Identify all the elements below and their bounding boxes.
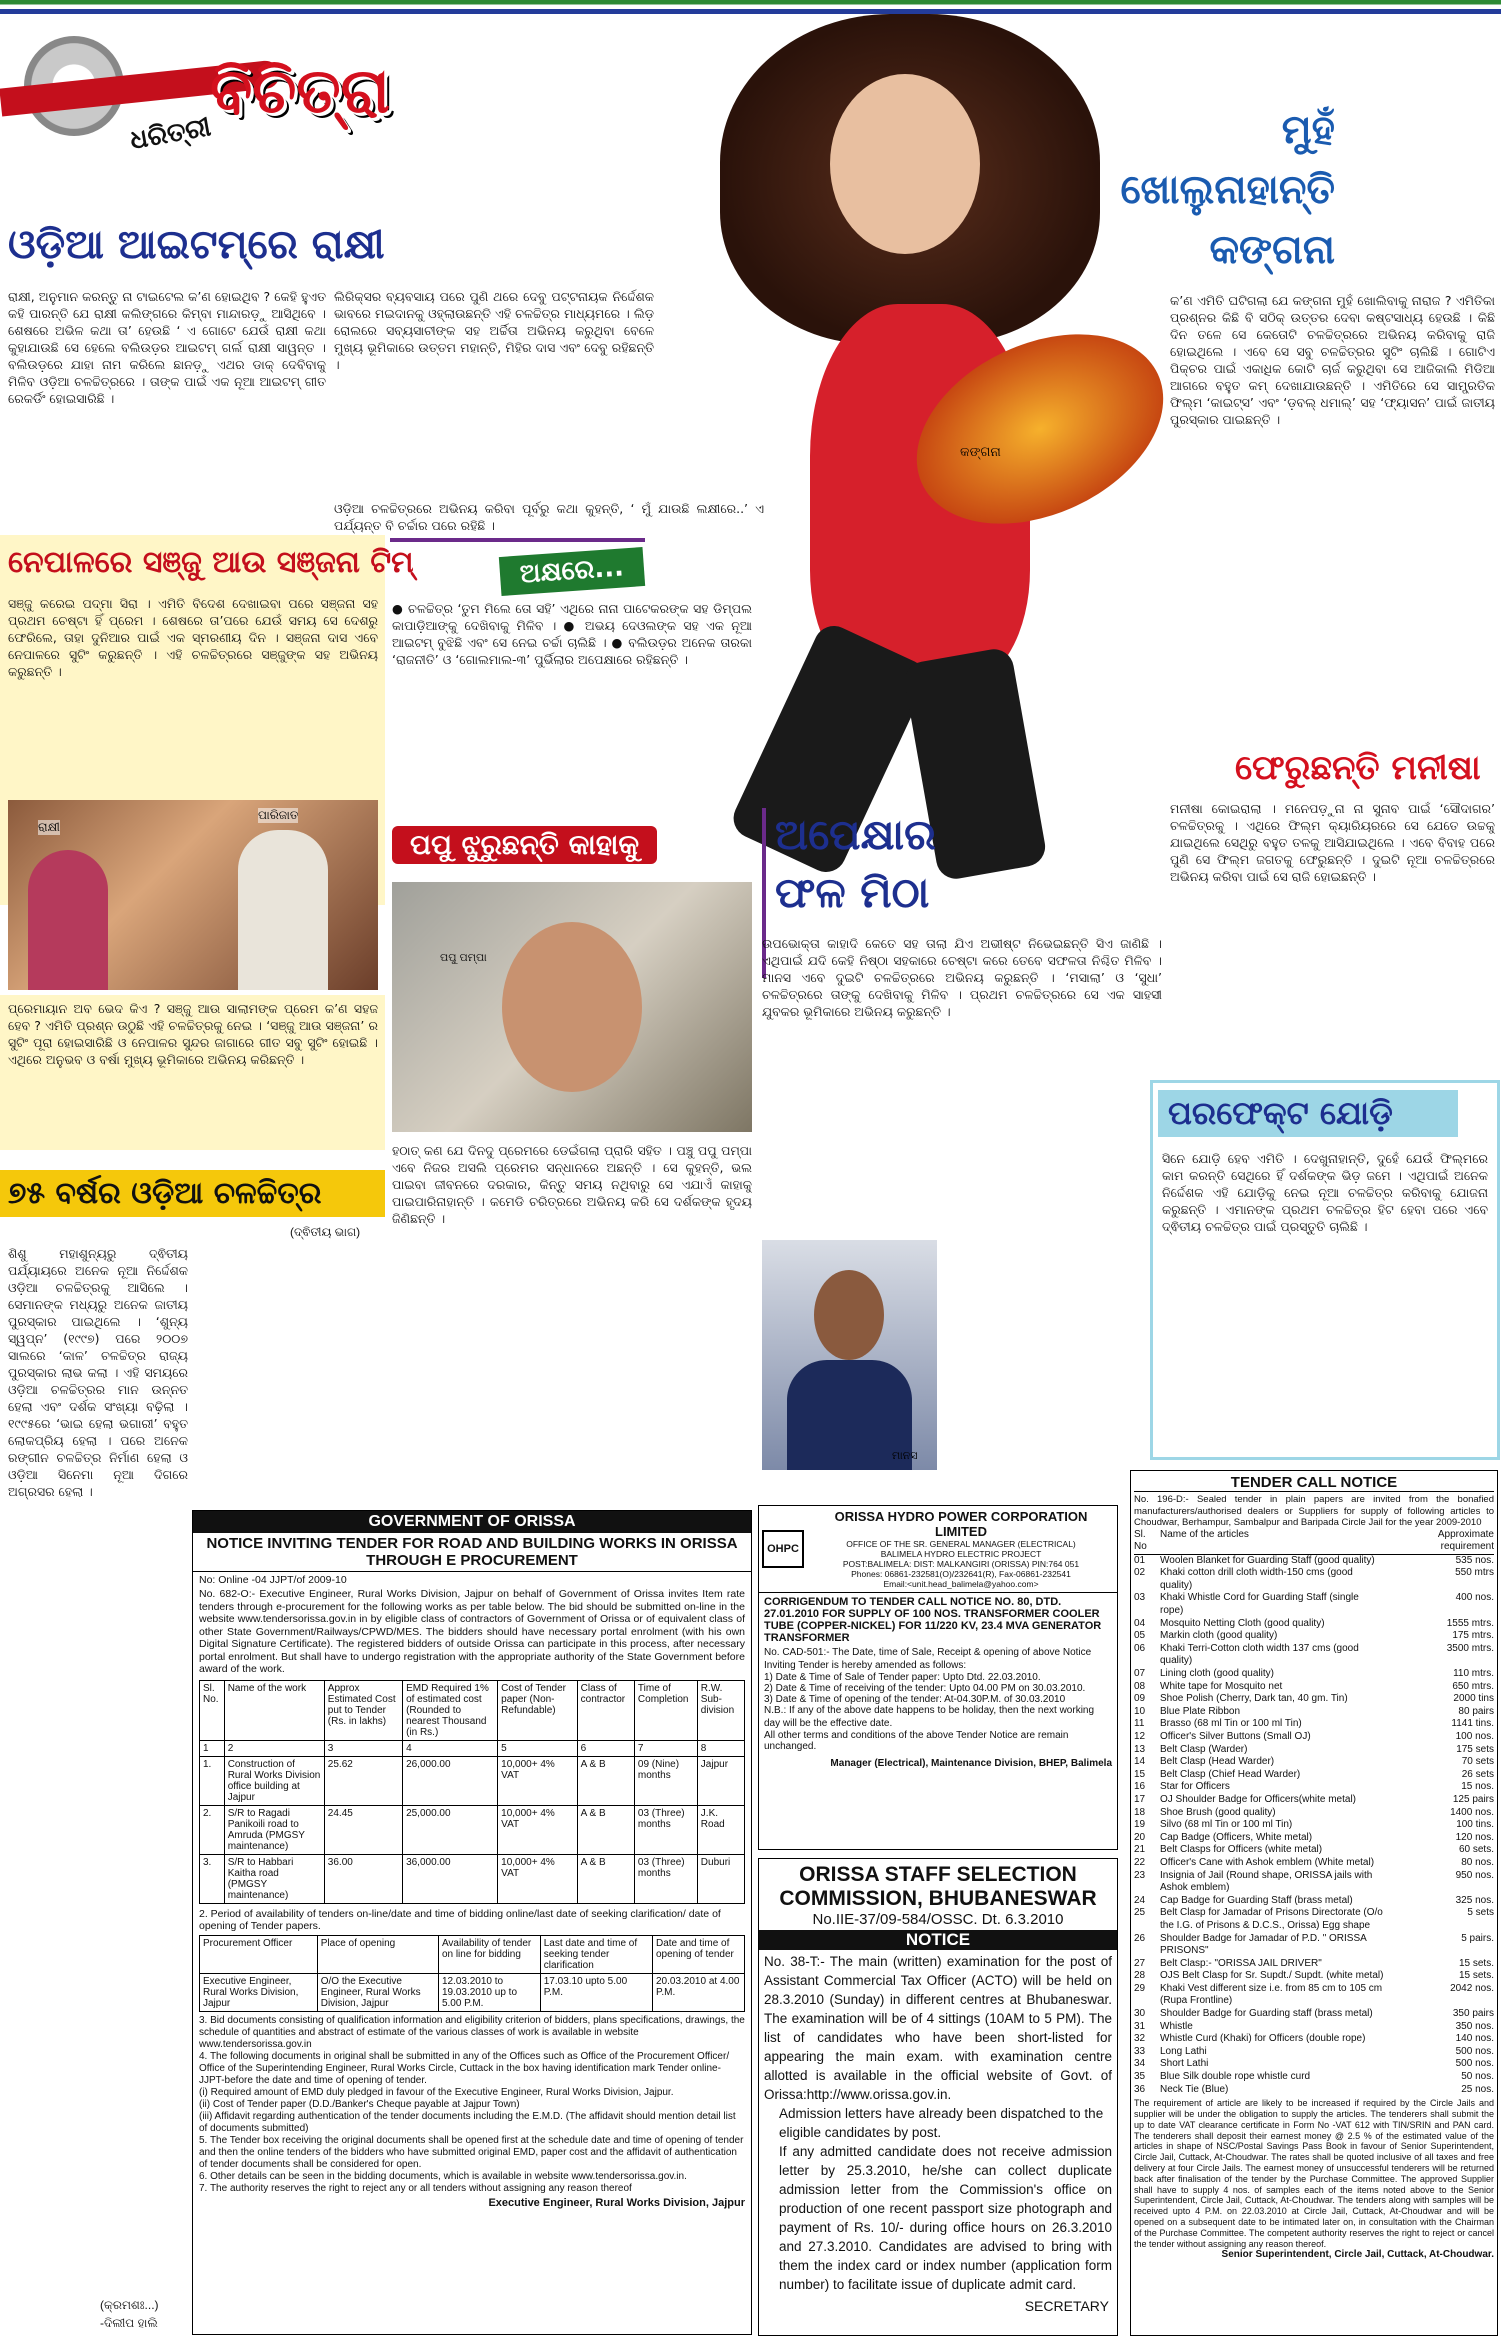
item-qty: 175 sets: [1456, 1743, 1494, 1755]
list-item: [1134, 1870, 1494, 1895]
item-name: Shoe Polish (Cherry, Dark tan, 40 gm. Tin): [1160, 1693, 1348, 1705]
item-name: Khaki Vest different size i.e. from 85 cm to 105 cm (Rupa Frontline): [1160, 1982, 1383, 2007]
table-cell: S/R to Habbari Kaitha road (PMGSY maintenance): [224, 1854, 324, 1903]
item-no: 02: [1134, 1567, 1146, 1579]
item-name: Belt Clasp (Chief Head Warder): [1160, 1768, 1301, 1780]
kangana-headline: ମୁହଁ ଖୋଲୁନାହାନ୍ତି କଙ୍ଗନା: [1120, 107, 1335, 273]
item-name: Shoe Brush (good quality): [1160, 1806, 1276, 1818]
govt-table-header: Approx Estimated Cost put to Tender (Rs. in lakhs): [324, 1680, 402, 1740]
item-name: Woolen Blanket for Guarding Staff (good quality): [1160, 1554, 1375, 1566]
ohpc-title: ORISSA HYDRO POWER CORPORATION LIMITED: [834, 1509, 1088, 1539]
table-cell: 03 (Three) months: [634, 1854, 697, 1903]
sanju-text2: ପ୍ରେମାୟାନ ଅବ ଭେଦ କିଏ ? ସଞ୍ଜୁ ଆଉ ସାଲାମଙ୍କ ପ୍ରେମ କ’ଣ ସହଜ ହେବ ? ଏମିତି ପ୍ରଶ୍ନ ଉଠୁଛି ଏହି ଚଳଚ୍ଚିତ୍ରକୁ ନେଇ । ‘ସଞ୍ଜୁ ଆଉ ସଞ୍ଜନା’ ର ସୁଟିଂ ପୂରା ହୋଇସାରିଛି ଓ ନେପାଳର ସୁନ୍ଦର ଜାଗାରେ ଗୀତ ସବୁ ସୁଟିଂ ହୋଇଛି । ଏଥିରେ ଅନୁଭବ ଓ ବର୍ଷା ମୁଖ୍ୟ ଭୂମିକାରେ ଅଭିନୟ କରିଛନ୍ତି ।: [8, 1001, 378, 1067]
papu-headline: ପପୁ ଝୁରୁଛନ୍ତି କାହାକୁ: [392, 826, 657, 864]
govt-note: 5. The Tender box receiving the original documents shall be opened first at the schedule date and time of opening of tender and then the online tenders of the bidders who have submitted original EMD, paper cost and the affidavit of authentication of tender documents shall be considered for open.: [199, 2134, 744, 2170]
item-qty: 2042 nos.: [1450, 1982, 1494, 1994]
item-name: Cap Badge for Guarding Staff (brass metal): [1160, 1894, 1353, 1906]
govt-tender-box: [192, 1510, 752, 2335]
ohpc-box: [758, 1505, 1118, 1850]
govt-table-header: Cost of Tender paper (Non-Refundable): [498, 1680, 578, 1740]
item-no: 04: [1134, 1617, 1146, 1629]
govt-note: 7. The authority reserves the right to reject any or all tenders without assigning any reason thereof: [199, 2182, 632, 2194]
item-qty: 175 mtrs.: [1452, 1630, 1494, 1642]
ohpc-nb: N.B.: If any of the above date happens to be holiday, then the next working day will be the effective date.: [764, 1705, 1095, 1729]
item-name: OJ Shoulder Badge for Officers(white metal): [1160, 1793, 1357, 1805]
item-no: 25: [1134, 1907, 1146, 1919]
item-no: 33: [1134, 2045, 1146, 2057]
list-item: [1134, 1907, 1494, 1932]
table-cell: 25.62: [324, 1756, 402, 1805]
govt-table-colnum: 5: [498, 1740, 578, 1756]
item-no: 14: [1134, 1756, 1146, 1768]
govt-schedule-header: Place of opening: [317, 1935, 438, 1973]
ossc-notice: NOTICE: [759, 1930, 1117, 1950]
table-cell: 09 (Nine) months: [634, 1756, 697, 1805]
list-item: [1134, 1706, 1494, 1719]
table-cell: Duburi: [697, 1854, 744, 1903]
item-qty: 70 sets: [1461, 1756, 1494, 1768]
item-qty: 120 nos.: [1455, 1831, 1494, 1843]
govt-intro: No: Online -04 JJPT/of 2009-10: [199, 1574, 347, 1586]
item-no: 21: [1134, 1844, 1146, 1856]
odia75-sub: (ଦ୍ଵିତୀୟ ଭାଗ): [290, 1225, 361, 1239]
ohpc-line3: POST:BALIMELA: DIST: MALKANGIRI (ORISSA) PIN:764 051: [842, 1559, 1080, 1569]
ohpc-line1: OFFICE OF THE SR. GENERAL MANAGER (ELECTRICAL): [846, 1539, 1076, 1549]
item-qty: 350 nos.: [1455, 2020, 1494, 2032]
list-item: [1134, 2033, 1494, 2046]
govt-table-colnum: 7: [634, 1740, 697, 1756]
list-item: [1134, 1857, 1494, 1870]
ohpc-line4: Phones: 06861-232581(O)/232641(R), Fax-06861-232541: [851, 1569, 1071, 1579]
item-no: 12: [1134, 1731, 1146, 1742]
apeksha-headline-2: ଫଳ ମିଠା: [775, 868, 930, 917]
govt-schedule-cell: O/O the Executive Engineer, Rural Works Division, Jajpur: [317, 1973, 438, 2011]
ossc-sign: SECRETARY: [1024, 2298, 1109, 2314]
govt-p2: 2. Period of availability of tenders on-line/date and time of bidding online/last date of seeking clarification/ date of opening of Tender papers.: [199, 1907, 721, 1932]
govt-note: (ii) Cost of Tender paper (D.D./Banker's Cheque payable at Jajpur Town): [199, 2098, 520, 2110]
list-item: [1134, 1895, 1494, 1908]
item-no: 28: [1134, 1970, 1146, 1982]
govt-note: (iii) Affidavit regarding authentication of the tender documents including the E.M.D. (The affidavit should mention detail list of documents submitted): [199, 2110, 736, 2134]
item-qty: 5 sets: [1467, 1907, 1494, 1919]
tcn-title: TENDER CALL NOTICE: [1134, 1474, 1494, 1492]
item-qty: 100 nos.: [1455, 1731, 1494, 1742]
item-name: Neck Tie (Blue): [1160, 2083, 1229, 2095]
item-name: Blue Plate Ribbon: [1160, 1705, 1241, 1717]
sanju-caption2: ରାକ୍ଷୀ: [38, 820, 60, 834]
list-item: [1134, 1844, 1494, 1857]
item-name: Belt Clasp (Head Warder): [1160, 1756, 1275, 1768]
ohpc-line5: Email:<unit.head_balimela@yahoo.com>: [883, 1579, 1039, 1589]
table-cell: 10,000+ 4% VAT: [498, 1756, 578, 1805]
item-no: 13: [1134, 1743, 1146, 1755]
item-no: 01: [1134, 1554, 1146, 1566]
item-qty: 2000 tins: [1453, 1693, 1494, 1705]
rakhi-col2: ଲିରିକ୍‌ସର ବ୍ୟବସାୟ ପରେ ପୁଣି ଥରେ ଦେବୁ ପଟ୍ଟନାୟକ ନିର୍ଦ୍ଦେଶକ ଭାବରେ ମଇଦାନକୁ ଓହ୍ଲାଉଛନ୍ତି ଏହି ଚଳଚ୍ଚିତ୍ର ମାଧ୍ୟମରେ । ଲିଡ଼ ରୋଲରେ ସବ୍ୟସାଚୀଙ୍କ ସହ ଅର୍ଚ୍ଚିତା ଅଭିନୟ କରୁଥିବା ବେଳେ ମୁଖ୍ୟ ଭୂମିକାରେ ଉତ୍ତମ ମହାନ୍ତି, ମିହିର ଦାସ ଏବଂ ଦେବୁ ରହିଛନ୍ତି ।: [334, 289, 654, 372]
item-no: 05: [1134, 1630, 1146, 1642]
table-row: [200, 1854, 745, 1903]
sanju-photo: [8, 800, 378, 990]
govt-note: 4. The following documents in original shall be submitted in any of the Offices such as Office of the Procurement Officer/ Office of the Superintending Engineer, Rural Works Circle, Cuttack in the box having identification mark Tender online-JJPT-before the date and time of opening of tender.: [199, 2050, 730, 2086]
govt-table-header: EMD Required 1% of estimated cost (Rounded to nearest Thousand (in Rs.): [403, 1680, 498, 1740]
item-no: 30: [1134, 2008, 1146, 2020]
item-no: 08: [1134, 1680, 1146, 1692]
govt-notes: [193, 2015, 751, 2195]
item-qty: 535 nos.: [1455, 1554, 1494, 1566]
table-cell: 25,000.00: [403, 1805, 498, 1854]
odia75-author: -ଦିଲୀପ ହାଲି: [100, 2316, 158, 2330]
list-item: [1134, 1983, 1494, 2008]
item-qty: 325 nos.: [1455, 1894, 1494, 1906]
item-no: 03: [1134, 1592, 1146, 1604]
kangana-text: କ’ଣ ଏମିତି ଘଟିଗଲା ଯେ କଙ୍ଗନା ମୁହଁ ଖୋଲିବାକୁ ନାରାଜ ? ଏମିତିକା ପ୍ରଶ୍ନର କିଛି ବି ସଠିକ୍ ଉତ୍ତର ଦେବା କଷ୍ଟସାଧ୍ୟ ହେଉଛି । କିଛି ଦିନ ତଳେ ସେ କେତୋଟି ଚଳଚ୍ଚିତ୍ରରେ ଅଭିନୟ କରିବାକୁ ରାଜି ହୋଇଥିଲେ । ଏବେ ସେ ସବୁ ଚଳଚ୍ଚିତ୍ରର ସୁଟିଂ ଚାଲିଛି । ଗୋଟିଏ ପିକ୍ଚର ପାଇଁ ଏକାଧିକ କୋଟି ଚାର୍ଜ କରୁଥିବା ସେ ଆଜିକାଲି ମିଡିଆ ଆଗରେ ବହୁତ କମ୍ ଦେଖାଯାଉଛନ୍ତି । ଏମିତିରେ ସେ ସାମ୍ପ୍ରତିକ ଫିଲ୍ମ ‘କାଇଟ୍ସ’ ଏବଂ ‘ଡ଼ବଲ୍ ଧମାଲ୍’ ସହ ‘ଫ୍ୟାସନ’ ପାଇଁ ଜାତୀୟ ପୁରସ୍କାର ପାଇଛନ୍ତି ।: [1170, 293, 1495, 427]
item-name: Officer's Silver Buttons (Small OJ): [1160, 1731, 1311, 1742]
item-name: Belt Clasp for Jamadar of Prisons Directorate (O/o the I.G. of Prisons & D.C.S., Orissa) Egg shape: [1160, 1907, 1383, 1931]
item-qty: 400 nos.: [1455, 1592, 1494, 1604]
govt-sign: Executive Engineer, Rural Works Division, Jajpur: [488, 2196, 745, 2209]
ohpc-logo: OHPC: [762, 1530, 804, 1568]
item-qty: 15 nos.: [1461, 1781, 1494, 1793]
akshare-badge: ଅକ୍ଷରେ...: [499, 547, 645, 596]
ossc-p2: Admission letters have already been dispatched to the eligible candidates by post.: [779, 2106, 1104, 2140]
item-qty: 15 sets.: [1458, 1970, 1494, 1982]
odia75-more: (କ୍ରମଶଃ...): [100, 2298, 159, 2312]
item-no: 23: [1134, 1869, 1146, 1881]
item-qty: 26 sets: [1461, 1768, 1494, 1780]
list-item: [1134, 2058, 1494, 2071]
sanju-text1: ସଞ୍ଜୁ କରେଇ ପଦ୍ମା ସିରା । ଏମିତି ବିଦେଶ ଦେଖାଇବା ପରେ ସଞ୍ଜନା ସହ ପ୍ରଥମ ଚେଷ୍ଟା ହିଁ ପ୍ରେମ । ଶେଷରେ ତା’ପରେ ଯେଉଁ ସମୟ ସେ ଦେଶରୁ ଫେରିଲେ, ତାହା ଦୁନିଆର ପାଇଁ ଏକ ସ୍ମରଣୀୟ ଦିନ । ସଞ୍ଜନା ଦାସ ଏବେ ନେପାଳରେ ସୁଟିଂ କରୁଛନ୍ତି । ଏହି ଚଳଚ୍ଚିତ୍ରରେ ସଞ୍ଜୁଙ୍କ ସହ ଅଭିନୟ କରୁଛନ୍ତି ।: [8, 596, 378, 679]
item-qty: 80 nos.: [1461, 1856, 1494, 1868]
govt-schedule-header: Last date and time of seeking tender clarification: [540, 1935, 652, 1973]
table-cell: 24.45: [324, 1805, 402, 1854]
ohpc-sign: Manager (Electrical), Maintenance Division, BHEP, Balimela: [830, 1758, 1112, 1769]
papu-text: ହଠାତ୍ କଣ ଯେ ଦିନଦୁ ପ୍ରେମରେ ଡେଇଁଗଲା ପ୍ରାରି ସହିତ । ପଞ୍ଚୁ ପପୁ ପମ୍ପା ଏବେ ନିଜର ଅସଲି ପ୍ରେମର ସନ୍ଧାନରେ ଅଛନ୍ତି । ସେ କୁହନ୍ତି, ଭଲ ପାଇବା ଜୀବନରେ ଦରକାର, କିନ୍ତୁ ସମୟ ନଥିବାରୁ ସେ ଏଯାଏଁ କାହାକୁ ପାଇପାରିନାହାନ୍ତି । କମେଡି ଚରିତ୍ରରେ ଅଭିନୟ କରି ସେ ଦର୍ଶକଙ୍କ ହୃଦୟ ଜିଣିଛନ୍ତି ।: [392, 1143, 752, 1226]
ossc-title-2: COMMISSION, BHUBANESWAR: [779, 1887, 1097, 1910]
item-qty: 500 nos.: [1455, 2058, 1494, 2070]
item-name: Whistle: [1160, 2020, 1193, 2032]
manas-photo: [762, 1240, 937, 1470]
table-cell: 10,000+ 4% VAT: [498, 1854, 578, 1903]
item-name: Khaki Terri-Cotton cloth width 137 cms (good quality): [1160, 1642, 1359, 1667]
item-no: 11: [1134, 1718, 1145, 1730]
govt-note: (i) Required amount of EMD duly pledged in favour of the Executive Engineer, Rural Works Division, Jajpur.: [199, 2086, 674, 2098]
govt-note: 6. Other details can be seen in the bidding documents, which is available in website www.tendersorissa.gov.in.: [199, 2170, 687, 2182]
table-row: [200, 1756, 745, 1805]
ossc-p3: If any admitted candidate does not receive admission letter by 25.3.2010, he/she can collect duplicate admission letter from the Commission's office on production of one recent passport size photograph and payment of Rs. 10/- during office hours on 26.3.2010 and 27.3.2010. Candidates are advised to bring with them the index card or index number (application form number) to facilitate issue of duplicate admit card.: [779, 2144, 1112, 2292]
masthead: [0, 14, 390, 214]
item-qty: 110 mtrs.: [1453, 1668, 1494, 1680]
list-item: [1134, 1555, 1494, 1568]
table-cell: 03 (Three) months: [634, 1805, 697, 1854]
sanju-caption1: ପାରିଜାତ: [258, 808, 299, 822]
list-item: [1134, 1731, 1494, 1744]
item-no: 35: [1134, 2071, 1146, 2083]
tcn-intro: No. 196-D:- Sealed tender in plain papers are invited from the bonafied manufacturers/authorised dealers or Suppliers for supply of following articles to Choudwar, Berhampur, Sambalpur and Baripada Circle Jail for the year 2009-2010: [1134, 1494, 1494, 1528]
item-no: 19: [1134, 1819, 1146, 1831]
perfect-text: ସିନେ ଯୋଡ଼ି ହେବ ଏମିତି । ଦେଖୁନାହାନ୍ତି, ଦୁହେଁ ଯେଉଁ ଫିଲ୍ମରେ କାମ କରନ୍ତି ସେଥିରେ ହିଁ ଦର୍ଶକଙ୍କ ଭିଡ଼ ଜମେ । ଏଥିପାଇଁ ଅନେକ ନିର୍ଦ୍ଦେଶକ ଏହି ଯୋଡ଼ିକୁ ନେଇ ନୂଆ ଚଳଚ୍ଚିତ୍ର କରିବାକୁ ଯୋଜନା କରୁଛନ୍ତି । ଏମାନଙ୍କ ପ୍ରଥମ ଚଳଚ୍ଚିତ୍ର ହିଟ ହେବା ପରେ ଏବେ ଦ୍ଵିତୀୟ ଚଳଚ୍ଚିତ୍ର ପାଇଁ ପ୍ରସ୍ତୁତି ଚାଲିଛି ।: [1162, 1151, 1488, 1234]
item-name: Khaki Whistle Cord for Guarding Staff (single rope): [1160, 1592, 1359, 1617]
item-qty: 100 tins.: [1456, 1819, 1494, 1831]
govt-schedule-table: [199, 1935, 745, 2012]
item-name: Belt Clasp:- "ORISSA JAIL DRIVER": [1160, 1957, 1322, 1969]
item-qty: 125 pairs: [1452, 1793, 1494, 1805]
item-qty: 1400 nos.: [1450, 1806, 1494, 1818]
govt-table-colnum: 1: [200, 1740, 225, 1756]
list-item: [1134, 1744, 1494, 1757]
tcn-box: [1130, 1470, 1498, 2336]
ohpc-item1: 1) Date & Time of Sale of Tender paper: Upto Dtd. 22.03.2010.: [764, 1672, 1041, 1683]
masthead-small-title: ଧରିତ୍ରୀ: [127, 112, 214, 156]
item-qty: 550 mtrs: [1455, 1567, 1494, 1579]
table-cell: 1.: [200, 1756, 225, 1805]
item-name: Belt Clasp (Warder): [1160, 1743, 1248, 1755]
list-item: [1134, 1668, 1494, 1681]
item-no: 27: [1134, 1957, 1146, 1969]
table-cell: 36.00: [324, 1854, 402, 1903]
govt-table-colnum: 3: [324, 1740, 402, 1756]
govt-table-header: Sl. No.: [200, 1680, 225, 1740]
item-no: 15: [1134, 1768, 1146, 1780]
item-no: 31: [1134, 2020, 1146, 2032]
item-qty: 650 mtrs.: [1452, 1680, 1494, 1692]
item-name: Brasso (68 ml Tin or 100 ml Tin): [1160, 1718, 1302, 1730]
list-item: [1134, 2071, 1494, 2084]
ossc-box: [758, 1858, 1118, 2336]
govt-para: No. 682-O:- Executive Engineer, Rural Works Division, Jajpur on behalf of Government of Orissa invites Item rate tenders through e-procurement for the following works as per table below. The bid should be submitted on-line in the website www.tendersorissa.gov.in in by eligible class of contractors of Government of Orissa or of equivalent class of other State Government/Railways/CPWD/MES. The bidders should have necessary portal enrolment (with his own Digital Signature Certificate). The registered bidders of outside Orissa can participate in this process, after necessary portal enrolment. But shall have to undergo registration with the appropriate authority of the State Government before award of the work.: [199, 1588, 745, 1675]
govt-schedule-header: Procurement Officer: [200, 1935, 318, 1973]
list-item: [1134, 1769, 1494, 1782]
item-qty: 25 nos.: [1461, 2083, 1494, 2095]
govt-table-header: Name of the work: [224, 1680, 324, 1740]
govt-title-1: GOVERNMENT OF ORISSA: [193, 1511, 751, 1533]
item-no: 10: [1134, 1705, 1146, 1717]
papu-photo: [392, 882, 752, 1132]
rakhi-col1: ରାକ୍ଷୀ, ଅନୁମାନ କରନ୍ତୁ ନା ଟାଇଟେଲ କ’ଣ ହୋଇଥିବ ? କେହି ହୁଏତ କହି ପାରନ୍ତି ଯେ ରାକ୍ଷୀ କଲିଙ୍ଗରେ କିମ୍ବା ମାନ୍ଦାରଡ଼ୁ ଆସିଥିବେ । ଶେଷରେ ଅଭିଳ କଥା ତା’ ହେଉଛି ‘ ଏ ଗୋଟେ ଯେଉଁ ରାକ୍ଷୀ କଥା କୁହାଯାଉଛି ସେ ହେଲେ ବଲିଉଡ଼ର ଆଇଟମ୍ ଗର୍ଲ ରାକ୍ଷୀ ସାୱନ୍ତ । ବଲିଉଡ଼ରେ ଯାହା ନାମ କରିଲେ ଛାନଡ଼ୁ ଏଥର ଡାକ୍ ଦେବିବାକୁ ମିଳିବ ଓଡ଼ିଆ ଚଳଚ୍ଚିତ୍ରରେ । ତାଙ୍କ ପାଇଁ ଏକ ନୂଆ ଆଇଟମ୍ ଗୀତ ରେକର୍ଡିଂ ହୋଇସାରିଛି ।: [8, 289, 326, 406]
list-item: [1134, 1807, 1494, 1820]
list-item: [1134, 1970, 1494, 1983]
ossc-p1: No. 38-T:- The main (written) examination for the post of Assistant Commercial Tax Officer (ACTO) will be held on 28.3.2010 (Sunday) in different centres at Bhubaneswar. The examination will be of 4 sittings (10AM to 5 PM). The list of candidates who have been short-listed for appearing the main exam. with examination centre allotted is available in the official website of Govt. of Orissa:http://www.orissa.gov.in.: [764, 1954, 1112, 2102]
akshare-text: ● ଚଳଚ୍ଚିତ୍ର ‘ତୁମ ମିଲେ ତୋ ସହି’ ଏଥିରେ ନାନା ପାଟେକରଙ୍କ ସହ ଡିମ୍ପଲ କାପାଡ଼ିଆଙ୍କୁ ଦେଖିବାକୁ ମିଳିବ । ● ଅଭୟ ଦେଓଲଙ୍କ ସହ ଏକ ନୂଆ ଆଇଟମ୍ ବୁଝିଛି ଏବଂ ସେ ନେଇ ଚର୍ଚ୍ଚା ଚାଲିଛି । ● ବଲିଉଡ଼ର ଅନେକ ତାରକା ‘ରାଜନୀତି’ ଓ ‘ଗୋଲମାଲ-୩’ ପୁର୍ଭିଲାର ଅପେକ୍ଷାରେ ରହିଛନ୍ତି ।: [392, 601, 752, 667]
item-qty: 15 sets.: [1458, 1957, 1494, 1969]
tcn-outro: The requirement of article are likely to be increased if required by the Circle Jails and supplier will be under the obligation to supply the articles. The tenderers shall submit the up to date VAT clearance certificate in Form No -VAT 612 with TIN/SRIN and PAN card. The tenderers shall deposit their earnest money @ 2.5 % of the estimated value of the articles in shape of NSC/Postal Savings Pass Book in favour of Senior Superintendent, Circle Jail, Cuttack, At-Choudwar. The rates shall be quoted inclusive of all taxes and free delivery at four Circle Jails. The earnest money of unsuccessful tenderers will be returned back after finalisation of the tender by the Purchase Committee. The approved Supplier shall have to supply 4 nos. of samples each of the items noted above to the Senior Superintendent, Circle Jail, Cuttack, At-Choudwar. The tenders along with samples will be received upto 4 P.M. on 22.03.2010 at Circle Jail, Cuttack, At-Choudwar and will be opened on a subsequent date to be intimated later on, in consultation with the Chairman of the Purchase Committee. The competent authority reserves the right to reject or cancel the tender without assigning any reason thereof.: [1134, 2098, 1494, 2249]
list-item: [1134, 1618, 1494, 1631]
item-no: 24: [1134, 1894, 1146, 1906]
govt-table-colnum: 4: [403, 1740, 498, 1756]
item-name: Insignia of Jail (Round shape, ORISSA jails with Ashok emblem): [1160, 1869, 1373, 1894]
item-qty: 5 pairs.: [1461, 1932, 1494, 1944]
tcn-sign: Senior Superintendent, Circle Jail, Cuttack, At-Choudwar.: [1221, 2249, 1494, 2261]
govt-schedule-cell: 12.03.2010 to 19.03.2010 up to 5.00 P.M.: [438, 1973, 540, 2011]
list-item: [1134, 2046, 1494, 2059]
govt-schedule-cell: Executive Engineer, Rural Works Division, Jajpur: [200, 1973, 318, 2011]
table-cell: A & B: [577, 1854, 634, 1903]
list-item: [1134, 1681, 1494, 1694]
list-item: [1134, 1819, 1494, 1832]
table-cell: 3.: [200, 1854, 225, 1903]
list-item: [1134, 1718, 1494, 1731]
table-cell: 10,000+ 4% VAT: [498, 1805, 578, 1854]
list-item: [1134, 1567, 1494, 1592]
govt-schedule-header: Date and time of opening of tender: [653, 1935, 745, 1973]
masthead-title: ବିଚିତ୍ରା: [210, 54, 390, 127]
govt-note: 3. Bid documents consisting of qualification information and eligibility criterion of bidders, plans specifications, drawings, the schedule of quantities and abstract of estimate of the various classes of work is available in website www.tendersorissa.gov.in: [199, 2014, 745, 2050]
item-qty: 50 nos.: [1461, 2071, 1494, 2083]
item-name: Markin cloth (good quality): [1160, 1630, 1278, 1642]
item-name: Long Lathi: [1160, 2045, 1207, 2057]
item-name: Blue Silk double rope whistle curd: [1160, 2071, 1311, 2083]
item-no: 22: [1134, 1856, 1146, 1868]
list-item: [1134, 1781, 1494, 1794]
table-cell: A & B: [577, 1805, 634, 1854]
ohpc-heading: CORRIGENDUM TO TENDER CALL NOTICE NO. 80, DTD. 27.01.2010 FOR SUPPLY OF 100 NOS. TRANSFORMER COOLER TUBE (COPPER-NICKEL) FOR 11/220 KV, 23.4 MVA GENERATOR TRANSFORMER: [764, 1596, 1102, 1644]
papu-caption: ପପୁ ପମ୍ପା: [440, 952, 487, 964]
item-no: 07: [1134, 1668, 1146, 1680]
item-no: 29: [1134, 1982, 1146, 1994]
item-name: Silvo (68 ml Tin or 100 ml Tin): [1160, 1819, 1293, 1831]
item-no: 18: [1134, 1806, 1146, 1818]
item-no: 06: [1134, 1642, 1146, 1654]
ohpc-body: No. CAD-501:- The Date, time of Sale, Receipt & opening of above Notice Inviting Tender is hereby amended as follows:: [764, 1647, 1092, 1671]
table-cell: A & B: [577, 1756, 634, 1805]
govt-table-header: R.W. Sub-division: [697, 1680, 744, 1740]
list-item: [1134, 2008, 1494, 2021]
item-no: 36: [1134, 2083, 1146, 2095]
list-item: [1134, 2021, 1494, 2034]
govt-schedule-cell: 17.03.10 upto 5.00 P.M.: [540, 1973, 652, 2011]
table-cell: Construction of Rural Works Division office building at Jajpur: [224, 1756, 324, 1805]
ossc-title-1: ORISSA STAFF SELECTION: [799, 1863, 1077, 1886]
item-name: Shoulder Badge for Guarding staff (brass metal): [1160, 2008, 1373, 2020]
table-cell: J.K. Road: [697, 1805, 744, 1854]
ohpc-line2: BALIMELA HYDRO ELECTRIC PROJECT: [880, 1549, 1042, 1559]
list-item: [1134, 1756, 1494, 1769]
govt-works-table: [199, 1680, 745, 1904]
item-no: 26: [1134, 1932, 1146, 1944]
tcn-item-list: [1134, 1555, 1494, 2097]
govt-table-header: Time of Completion: [634, 1680, 697, 1740]
item-name: Khaki cotton drill cloth width-150 cms (good quality): [1160, 1567, 1353, 1591]
perfect-headline: ପରଫେକ୍ଟ ଯୋଡ଼ି: [1158, 1090, 1458, 1137]
ohpc-item2: 2) Date & Time of receiving of the tender: Upto 04.00 PM on 30.03.2010.: [764, 1683, 1086, 1694]
manisha-headline: ଫେରୁଛନ୍ତି ମନୀଷା: [1235, 748, 1481, 788]
item-name: Belt Clasps for Officers (white metal): [1160, 1844, 1323, 1856]
kangana-caption: କଙ୍ଗନା: [960, 444, 1001, 459]
table-cell: 26,000.00: [403, 1756, 498, 1805]
item-name: Mosquito Netting Cloth (good quality): [1160, 1617, 1325, 1629]
item-name: Cap Badge (Officers, White metal): [1160, 1831, 1313, 1843]
odia75-headline: ୭୫ ବର୍ଷର ଓଡ଼ିଆ ଚଳଚ୍ଚିତ୍ର: [0, 1170, 385, 1217]
item-no: 09: [1134, 1693, 1146, 1705]
list-item: [1134, 1832, 1494, 1845]
akshare-rule: [390, 538, 645, 542]
list-item: [1134, 1630, 1494, 1643]
item-no: 17: [1134, 1793, 1146, 1805]
top-color-bar: [0, 0, 1501, 14]
item-name: Lining cloth (good quality): [1160, 1668, 1274, 1680]
item-name: White tape for Mosquito net: [1160, 1680, 1283, 1692]
tcn-header: Sl. No Name of the articles Approximate requirement: [1134, 1528, 1494, 1553]
list-item: [1134, 1592, 1494, 1617]
item-qty: 80 pairs: [1458, 1705, 1494, 1717]
table-row: [200, 1805, 745, 1854]
item-name: Short Lathi: [1160, 2058, 1209, 2070]
list-item: [1134, 1933, 1494, 1958]
item-qty: 3500 mtrs.: [1446, 1642, 1494, 1654]
govt-table-colnum: 6: [577, 1740, 634, 1756]
item-qty: 1555 mtrs.: [1446, 1617, 1494, 1629]
item-qty: 500 nos.: [1455, 2045, 1494, 2057]
item-qty: 350 pairs: [1452, 2008, 1494, 2020]
table-cell: 2.: [200, 1805, 225, 1854]
item-name: Officer's Cane with Ashok emblem (White metal): [1160, 1856, 1375, 1868]
govt-table-header: Class of contractor: [577, 1680, 634, 1740]
manisha-text: ମନୀଷା କୋଇରାଲା । ମନେପଡ଼ୁନା ନା ସୁନାବ ପାଇଁ ‘ସୌଦାଗର’ ଚଳଚ୍ଚିତ୍ରକୁ । ଏଥିରେ ଫିଲ୍ମ କ୍ୟାରିୟରରେ ସେ ଯେତେ ଉଚ୍ଚକୁ ଯାଇଥିଲେ ସେଥିରୁ ବହୁତ ତଳକୁ ଆସିଯାଇଥିଲେ । ଏବେ ବିବାହ ପରେ ପୁଣି ସେ ଫିଲ୍ମ ଜଗତକୁ ଫେରୁଛନ୍ତି । ଦୁଇଟି ନୂଆ ଚଳଚ୍ଚିତ୍ରରେ ଅଭିନୟ କରିବା ପାଇଁ ସେ ରାଜି ହୋଇଛନ୍ତି ।: [1170, 801, 1495, 884]
rakhi-headline: ଓଡ଼ିଆ ଆଇଟମ୍‌ରେ ରାକ୍ଷୀ: [8, 222, 385, 268]
govt-table-colnum: 8: [697, 1740, 744, 1756]
list-item: [1134, 1794, 1494, 1807]
item-qty: 1141 tins.: [1451, 1718, 1494, 1730]
govt-table-colnum: 2: [224, 1740, 324, 1756]
item-no: 34: [1134, 2058, 1146, 2070]
table-cell: S/R to Ragadi Panikoili road to Amruda (PMGSY maintenance): [224, 1805, 324, 1854]
list-item: [1134, 1693, 1494, 1706]
ossc-ref: No.IIE-37/09-584/OSSC. Dt. 6.3.2010: [812, 1911, 1064, 1928]
ohpc-item3: 3) Date & Time of opening of the tender: At-04.30P.M. of 30.03.2010: [764, 1694, 1066, 1705]
rakhi-tail: ଓଡ଼ିଆ ଚଳଚ୍ଚିତ୍ରରେ ଅଭିନୟ କରିବା ପୂର୍ବରୁ କଥା କୁହନ୍ତି, ‘ ମୁଁ ଯାଉଛି ଲକ୍ଷୀରେ..’ ଏ ପର୍ଯ୍ୟନ୍ତ ବି ଚର୍ଚ୍ଚାର ପରେ ରହିଛି ।: [334, 501, 764, 533]
list-item: [1134, 1643, 1494, 1668]
odia75-text: ଶିଶୁ ମହାଶୁନ୍ୟରୁ ଦ୍ଵିତୀୟ ପର୍ଯ୍ୟାୟରେ ଅନେକ ନୂଆ ନିର୍ଦ୍ଦେଶକ ଓଡ଼ିଆ ଚଳଚ୍ଚିତ୍ରକୁ ଆସିଲେ । ସେମାନଙ୍କ ମଧ୍ୟରୁ ଅନେକ ଜାତୀୟ ପୁରସ୍କାର ପାଇଥିଲେ । ‘ଶୁନ୍ୟ ସ୍ୱପ୍ନ’ (୧୯୯୭) ପରେ ୨୦୦୭ ସାଲରେ ‘କାଳ’ ଚଳଚ୍ଚିତ୍ର ରାଜ୍ୟ ପୁରସ୍କାର ଲାଭ କଲା । ଏହି ସମୟରେ ଓଡ଼ିଆ ଚଳଚ୍ଚିତ୍ରର ମାନ ଉନ୍ନତ ହେଲା ଏବଂ ଦର୍ଶକ ସଂଖ୍ୟା ବଢ଼ିଲା । ୧୯୯୫ରେ ‘ଭାଇ ହେଲା ଭଗାରୀ’ ବହୁତ ଲୋକପ୍ରିୟ ହେଲା । ପରେ ଅନେକ ରଙ୍ଗୀନ ଚଳଚ୍ଚିତ୍ର ନିର୍ମାଣ ହେଲା ଓ ଓଡ଼ିଆ ସିନେମା ନୂଆ ଦିଗରେ ଅଗ୍ରସର ହେଲା ।: [8, 1246, 188, 1499]
item-qty: 140 nos.: [1455, 2033, 1494, 2045]
table-cell: 36,000.00: [403, 1854, 498, 1903]
list-item: [1134, 1958, 1494, 1971]
item-qty: 950 nos.: [1455, 1869, 1494, 1881]
ohpc-rest: All other terms and conditions of the above Tender Notice are remain unchanged.: [764, 1730, 1069, 1752]
item-name: Star for Officers: [1160, 1781, 1230, 1793]
govt-title-2: NOTICE INVITING TENDER FOR ROAD AND BUILDING WORKS IN ORISSA THROUGH E PROCUREMENT: [193, 1533, 751, 1572]
item-no: 16: [1134, 1781, 1146, 1793]
sanju-headline: ନେପାଳରେ ସଞ୍ଜୁ ଆଉ ସଞ୍ଜନା ଟିମ୍: [8, 545, 414, 580]
item-qty: 60 sets.: [1458, 1844, 1494, 1856]
govt-schedule-cell: 20.03.2010 at 4.00 P.M.: [653, 1973, 745, 2011]
govt-schedule-header: Availability of tender on line for bidding: [438, 1935, 540, 1973]
apeksha-headline-1: ଅପେକ୍ଷାର: [775, 810, 936, 859]
apeksha-text: ଉପଭୋକ୍ତା କାହାଦି କେତେ ସହ ତାଲା ଯିଏ ଅଭୀଷ୍ଟ ନିଭେଇଛନ୍ତି ସିଏ ଜାଣିଛି । ଏଥିପାଇଁ ଯଦି କେହି ନିଷ୍ଠା ସହକାରେ ଚେଷ୍ଟା କରେ ତେବେ ସଫଳତା ନିଶ୍ଚିତ ମିଳିବ । ମାନସ ଏବେ ଦୁଇଟି ଚଳଚ୍ଚିତ୍ରରେ ଅଭିନୟ କରୁଛନ୍ତି । ‘ମସାଲା’ ଓ ‘ସୁଧା’ ଚଳଚ୍ଚିତ୍ରରେ ତାଙ୍କୁ ଦେଖିବାକୁ ମିଳିବ । ପ୍ରଥମ ଚଳଚ୍ଚିତ୍ରରେ ସେ ଏକ ସାହସୀ ଯୁବକର ଭୂମିକାରେ ଅଭିନୟ କରୁଛନ୍ତି ।: [762, 936, 1162, 1019]
item-name: OJS Belt Clasp for Sr. Supdt./ Supdt. (white metal): [1160, 1970, 1384, 1982]
table-cell: Jajpur: [697, 1756, 744, 1805]
item-name: Whistle Curd (Khaki) for Officers (double rope): [1160, 2033, 1366, 2045]
item-no: 32: [1134, 2033, 1146, 2045]
list-item: [1134, 2084, 1494, 2097]
item-no: 20: [1134, 1831, 1146, 1843]
manas-caption: ମାନସ: [892, 1450, 918, 1462]
item-name: Shoulder Badge for Jamadar of P.D. " ORISSA PRISONS": [1160, 1932, 1367, 1957]
